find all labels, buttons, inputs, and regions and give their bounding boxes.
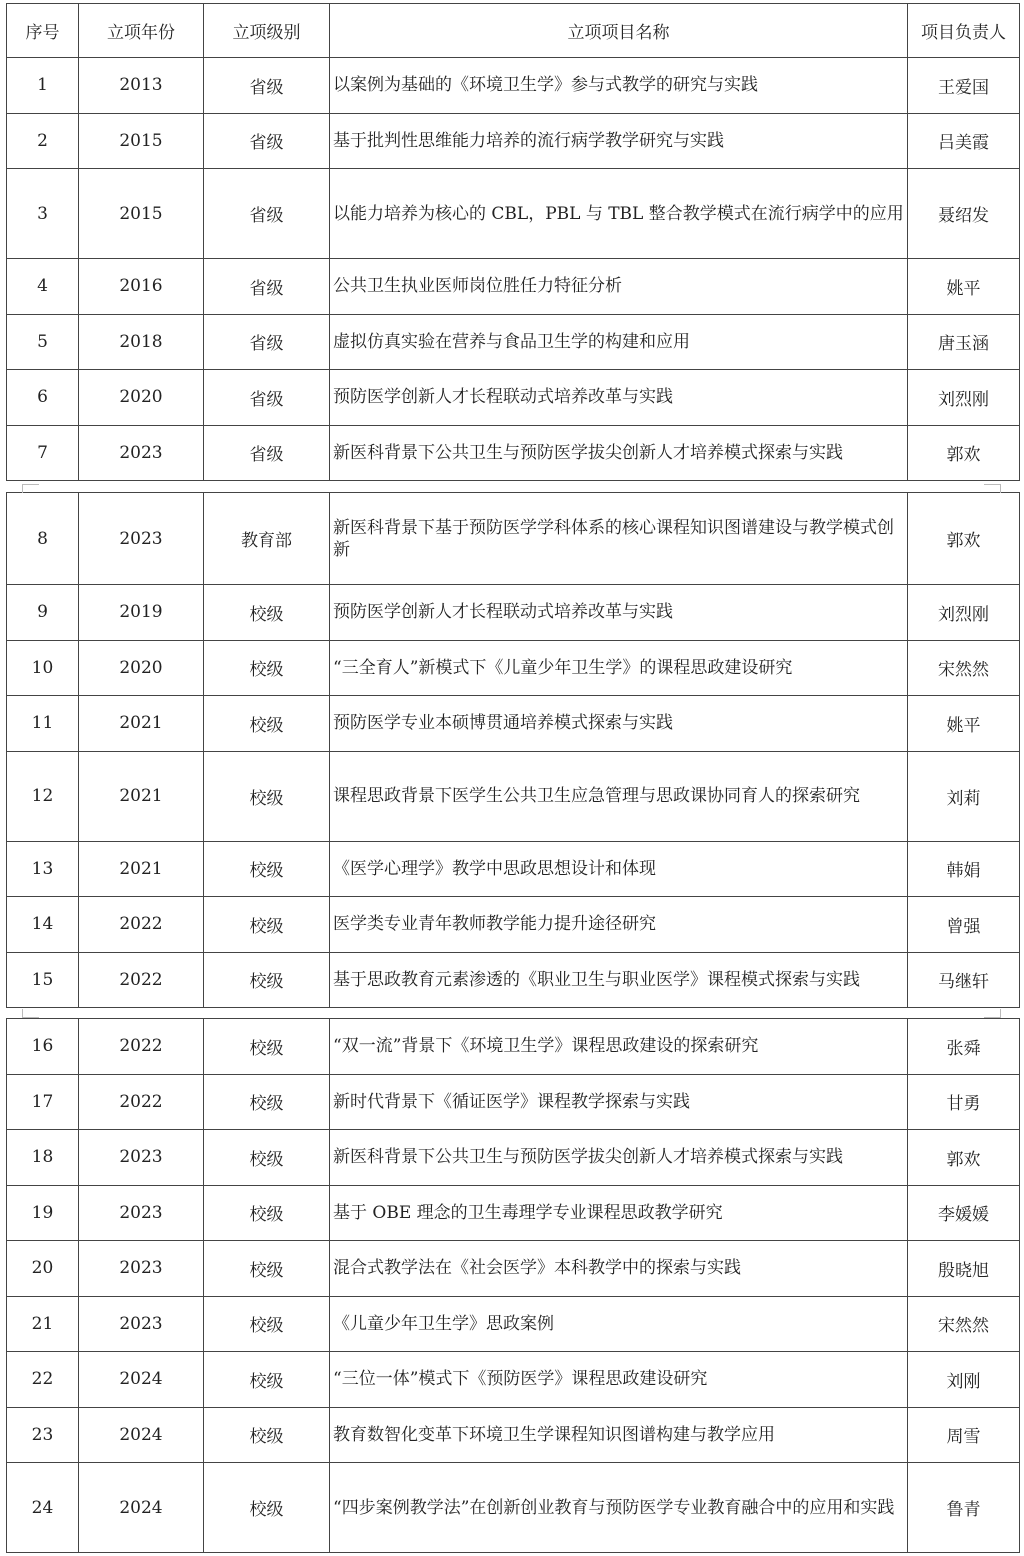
row-index: 13 <box>7 841 79 897</box>
row-level: 校级 <box>204 585 330 641</box>
row-year: 2023 <box>79 1241 204 1297</box>
header-index: 序号 <box>7 4 79 58</box>
row-project-name: 基于思政教育元素渗透的《职业卫生与职业医学》课程模式探索与实践 <box>330 952 908 1008</box>
row-project-name: “三全育人”新模式下《儿童少年卫生学》的课程思政建设研究 <box>330 640 908 696</box>
row-level: 省级 <box>204 113 330 169</box>
row-leader: 马继轩 <box>908 952 1020 1008</box>
row-leader: 郭欢 <box>908 1130 1020 1186</box>
row-level: 省级 <box>204 259 330 315</box>
row-index: 22 <box>7 1352 79 1408</box>
row-leader: 宋然然 <box>908 640 1020 696</box>
row-leader: 宋然然 <box>908 1296 1020 1352</box>
row-project-name: 预防医学专业本硕博贯通培养模式探索与实践 <box>330 696 908 752</box>
row-year: 2021 <box>79 841 204 897</box>
row-level: 校级 <box>204 952 330 1008</box>
row-leader: 周雪 <box>908 1407 1020 1463</box>
page-corner-mark <box>22 1009 39 1018</box>
row-year: 2023 <box>79 425 204 481</box>
table-row <box>7 1019 1020 1075</box>
row-index: 8 <box>7 493 79 585</box>
row-index: 14 <box>7 897 79 953</box>
row-leader: 王爱国 <box>908 58 1020 114</box>
row-year: 2015 <box>79 113 204 169</box>
table-row <box>7 1074 1020 1130</box>
row-project-name: 《儿童少年卫生学》思政案例 <box>330 1296 908 1352</box>
row-project-name: 《医学心理学》教学中思政思想设计和体现 <box>330 841 908 897</box>
row-year: 2020 <box>79 640 204 696</box>
table-row <box>7 1352 1020 1408</box>
row-level: 校级 <box>204 1019 330 1075</box>
row-project-name: “三位一体”模式下《预防医学》课程思政建设研究 <box>330 1352 908 1408</box>
row-year: 2020 <box>79 370 204 426</box>
row-leader: 吕美霞 <box>908 113 1020 169</box>
row-leader: 聂绍发 <box>908 169 1020 259</box>
table-row <box>7 113 1020 169</box>
row-index: 3 <box>7 169 79 259</box>
row-index: 10 <box>7 640 79 696</box>
table-segment-3 <box>6 1018 1019 1553</box>
row-level: 校级 <box>204 1241 330 1297</box>
table-row <box>7 1463 1020 1553</box>
row-leader: 曾强 <box>908 897 1020 953</box>
header-level: 立项级别 <box>204 4 330 58</box>
table-row <box>7 897 1020 953</box>
row-leader: 郭欢 <box>908 425 1020 481</box>
row-project-name: 课程思政背景下医学生公共卫生应急管理与思政课协同育人的探索研究 <box>330 751 908 841</box>
row-level: 教育部 <box>204 493 330 585</box>
row-project-name: 新医科背景下基于预防医学学科体系的核心课程知识图谱建设与教学模式创新 <box>330 493 908 585</box>
row-index: 16 <box>7 1019 79 1075</box>
row-project-name: “双一流”背景下《环境卫生学》课程思政建设的探索研究 <box>330 1019 908 1075</box>
row-index: 6 <box>7 370 79 426</box>
table-row <box>7 425 1020 481</box>
table-row <box>7 370 1020 426</box>
row-leader: 鲁青 <box>908 1463 1020 1553</box>
row-year: 2024 <box>79 1407 204 1463</box>
row-project-name: 以案例为基础的《环境卫生学》参与式教学的研究与实践 <box>330 58 908 114</box>
row-index: 2 <box>7 113 79 169</box>
row-leader: 殷晓旭 <box>908 1241 1020 1297</box>
row-level: 校级 <box>204 1463 330 1553</box>
row-index: 24 <box>7 1463 79 1553</box>
row-index: 7 <box>7 425 79 481</box>
header-leader: 项目负责人 <box>908 4 1020 58</box>
row-level: 校级 <box>204 696 330 752</box>
row-index: 23 <box>7 1407 79 1463</box>
row-leader: 唐玉涵 <box>908 314 1020 370</box>
row-index: 9 <box>7 585 79 641</box>
header-year: 立项年份 <box>79 4 204 58</box>
table-row <box>7 696 1020 752</box>
row-year: 2023 <box>79 1296 204 1352</box>
table-row <box>7 314 1020 370</box>
row-project-name: 混合式教学法在《社会医学》本科教学中的探索与实践 <box>330 1241 908 1297</box>
row-index: 1 <box>7 58 79 114</box>
header-project-name: 立项项目名称 <box>330 4 908 58</box>
row-year: 2022 <box>79 897 204 953</box>
row-project-name: 预防医学创新人才长程联动式培养改革与实践 <box>330 585 908 641</box>
row-year: 2024 <box>79 1352 204 1408</box>
row-project-name: 以能力培养为核心的 CBL，PBL 与 TBL 整合教学模式在流行病学中的应用 <box>330 169 908 259</box>
row-index: 21 <box>7 1296 79 1352</box>
row-index: 17 <box>7 1074 79 1130</box>
page-corner-mark <box>984 1009 1001 1018</box>
page-corner-mark <box>22 484 39 493</box>
table-row <box>7 1185 1020 1241</box>
row-project-name: “四步案例教学法”在创新创业教育与预防医学专业教育融合中的应用和实践 <box>330 1463 908 1553</box>
row-level: 省级 <box>204 370 330 426</box>
table-row <box>7 169 1020 259</box>
table-row <box>7 1296 1020 1352</box>
row-level: 校级 <box>204 1185 330 1241</box>
table-segment-2 <box>6 492 1019 1008</box>
row-project-name: 教育数智化变革下环境卫生学课程知识图谱构建与教学应用 <box>330 1407 908 1463</box>
row-project-name: 医学类专业青年教师教学能力提升途径研究 <box>330 897 908 953</box>
row-project-name: 基于批判性思维能力培养的流行病学教学研究与实践 <box>330 113 908 169</box>
row-level: 省级 <box>204 314 330 370</box>
table-header-row <box>7 4 1020 58</box>
table-row <box>7 1130 1020 1186</box>
row-index: 12 <box>7 751 79 841</box>
row-index: 4 <box>7 259 79 315</box>
row-year: 2023 <box>79 493 204 585</box>
row-project-name: 新时代背景下《循证医学》课程教学探索与实践 <box>330 1074 908 1130</box>
page-corner-mark <box>984 484 1001 493</box>
row-year: 2018 <box>79 314 204 370</box>
row-leader: 刘莉 <box>908 751 1020 841</box>
row-leader: 姚平 <box>908 259 1020 315</box>
row-year: 2023 <box>79 1185 204 1241</box>
row-index: 20 <box>7 1241 79 1297</box>
row-leader: 刘烈刚 <box>908 585 1020 641</box>
row-level: 省级 <box>204 169 330 259</box>
row-level: 校级 <box>204 640 330 696</box>
row-index: 5 <box>7 314 79 370</box>
row-leader: 李媛媛 <box>908 1185 1020 1241</box>
row-year: 2021 <box>79 751 204 841</box>
table-row <box>7 58 1020 114</box>
row-project-name: 基于 OBE 理念的卫生毒理学专业课程思政教学研究 <box>330 1185 908 1241</box>
row-leader: 姚平 <box>908 696 1020 752</box>
table-row <box>7 751 1020 841</box>
row-project-name: 预防医学创新人才长程联动式培养改革与实践 <box>330 370 908 426</box>
row-level: 省级 <box>204 425 330 481</box>
row-year: 2015 <box>79 169 204 259</box>
table-row <box>7 493 1020 585</box>
row-year: 2021 <box>79 696 204 752</box>
row-project-name: 公共卫生执业医师岗位胜任力特征分析 <box>330 259 908 315</box>
table-row <box>7 259 1020 315</box>
row-project-name: 新医科背景下公共卫生与预防医学拔尖创新人才培养模式探索与实践 <box>330 1130 908 1186</box>
table-row <box>7 952 1020 1008</box>
row-year: 2019 <box>79 585 204 641</box>
row-leader: 甘勇 <box>908 1074 1020 1130</box>
row-year: 2023 <box>79 1130 204 1186</box>
table-row <box>7 585 1020 641</box>
row-level: 校级 <box>204 1130 330 1186</box>
row-level: 校级 <box>204 1296 330 1352</box>
row-leader: 张舜 <box>908 1019 1020 1075</box>
row-index: 11 <box>7 696 79 752</box>
table-row <box>7 640 1020 696</box>
row-project-name: 虚拟仿真实验在营养与食品卫生学的构建和应用 <box>330 314 908 370</box>
row-leader: 刘烈刚 <box>908 370 1020 426</box>
row-index: 15 <box>7 952 79 1008</box>
projects-table-continued <box>6 492 1020 1008</box>
projects-table <box>6 3 1020 481</box>
row-year: 2024 <box>79 1463 204 1553</box>
row-year: 2022 <box>79 1074 204 1130</box>
row-year: 2016 <box>79 259 204 315</box>
row-level: 校级 <box>204 751 330 841</box>
table-row <box>7 1241 1020 1297</box>
table-row <box>7 1407 1020 1463</box>
row-level: 校级 <box>204 897 330 953</box>
row-level: 校级 <box>204 1407 330 1463</box>
row-index: 18 <box>7 1130 79 1186</box>
row-level: 校级 <box>204 841 330 897</box>
row-index: 19 <box>7 1185 79 1241</box>
row-leader: 郭欢 <box>908 493 1020 585</box>
row-leader: 韩娟 <box>908 841 1020 897</box>
table-segment-1 <box>6 3 1019 481</box>
row-leader: 刘刚 <box>908 1352 1020 1408</box>
projects-table-continued-2 <box>6 1018 1020 1553</box>
row-year: 2022 <box>79 952 204 1008</box>
row-level: 省级 <box>204 58 330 114</box>
row-year: 2013 <box>79 58 204 114</box>
row-level: 校级 <box>204 1074 330 1130</box>
row-project-name: 新医科背景下公共卫生与预防医学拔尖创新人才培养模式探索与实践 <box>330 425 908 481</box>
row-year: 2022 <box>79 1019 204 1075</box>
table-row <box>7 841 1020 897</box>
row-level: 校级 <box>204 1352 330 1408</box>
